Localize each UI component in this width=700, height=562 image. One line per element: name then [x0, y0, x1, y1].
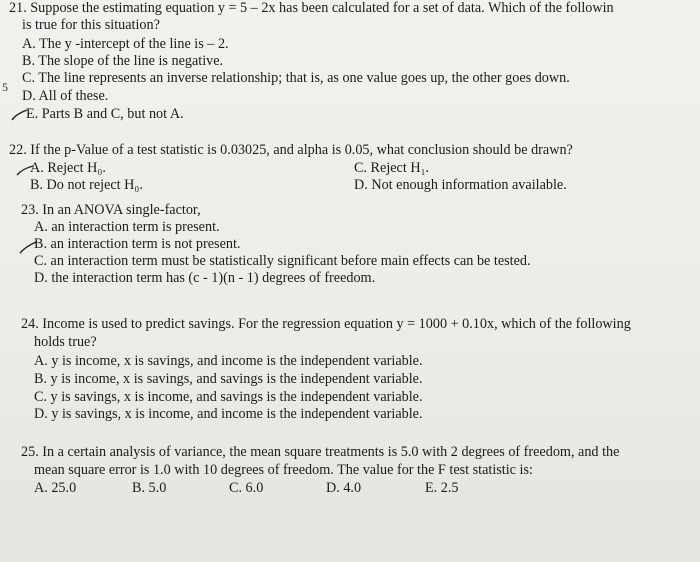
- question-21-line-1: 21. Suppose the estimating equation y = 5 – 2x has been calculated for a set of data. Which of the followin: [9, 0, 614, 16]
- q23-option-b: B. an interaction term is not present.: [34, 236, 241, 252]
- question-25-line-1: 25. In a certain analysis of variance, the mean square treatments is 5.0 with 2 degrees of freedom, and the: [21, 444, 620, 460]
- q22-option-d: D. Not enough information available.: [354, 177, 567, 193]
- question-23-line-1: 23. In an ANOVA single-factor,: [21, 202, 201, 218]
- q24-option-c: C. y is savings, x is income, and savings is the independent variable.: [34, 389, 423, 405]
- q25-option-b: B. 5.0: [132, 480, 167, 496]
- q25-option-e: E. 2.5: [425, 480, 459, 496]
- question-24-line-2: holds true?: [34, 334, 97, 350]
- q21-option-b: B. The slope of the line is negative.: [22, 53, 224, 69]
- q22-option-b: B. Do not reject H₀.: [30, 177, 143, 193]
- q21-option-d: D. All of these.: [22, 88, 109, 104]
- q21-option-a: A. The y -intercept of the line is – 2.: [22, 36, 229, 52]
- q24-option-d: D. y is savings, x is income, and income is the independent variable.: [34, 406, 423, 422]
- question-21-line-2: is true for this situation?: [22, 17, 160, 33]
- q22-option-a: A. Reject H₀.: [30, 160, 106, 176]
- q22-option-c: C. Reject H₁.: [354, 160, 430, 176]
- question-24-line-1: 24. Income is used to predict savings. For the regression equation y = 1000 + 0.10x, which of the following: [21, 316, 631, 332]
- q23-option-d: D. the interaction term has (c - 1)(n - 1) degrees of freedom.: [34, 270, 376, 286]
- q23-check-mark-icon: [19, 240, 37, 256]
- margin-mark: 5: [2, 80, 8, 94]
- q22-check-mark-icon: [16, 163, 34, 179]
- q21-option-e: E. Parts B and C, but not A.: [26, 106, 184, 122]
- q24-option-a: A. y is income, x is savings, and income is the independent variable.: [34, 353, 423, 369]
- question-25-line-2: mean square error is 1.0 with 10 degrees of freedom. The value for the F test statistic is:: [34, 462, 533, 478]
- q21-check-mark-icon: [11, 108, 29, 124]
- q23-option-c: C. an interaction term must be statistically significant before main effects can be tested.: [34, 253, 531, 269]
- q25-option-a: A. 25.0: [34, 480, 77, 496]
- q24-option-b: B. y is income, x is savings, and savings is the independent variable.: [34, 371, 423, 387]
- q23-option-a: A. an interaction term is present.: [34, 219, 220, 235]
- q21-option-c: C. The line represents an inverse relationship; that is, as one value goes up, the other goes down.: [22, 70, 570, 86]
- question-22-line-1: 22. If the p-Value of a test statistic is 0.03025, and alpha is 0.05, what conclusion should be drawn?: [9, 142, 573, 158]
- q25-option-c: C. 6.0: [229, 480, 264, 496]
- q25-option-d: D. 4.0: [326, 480, 362, 496]
